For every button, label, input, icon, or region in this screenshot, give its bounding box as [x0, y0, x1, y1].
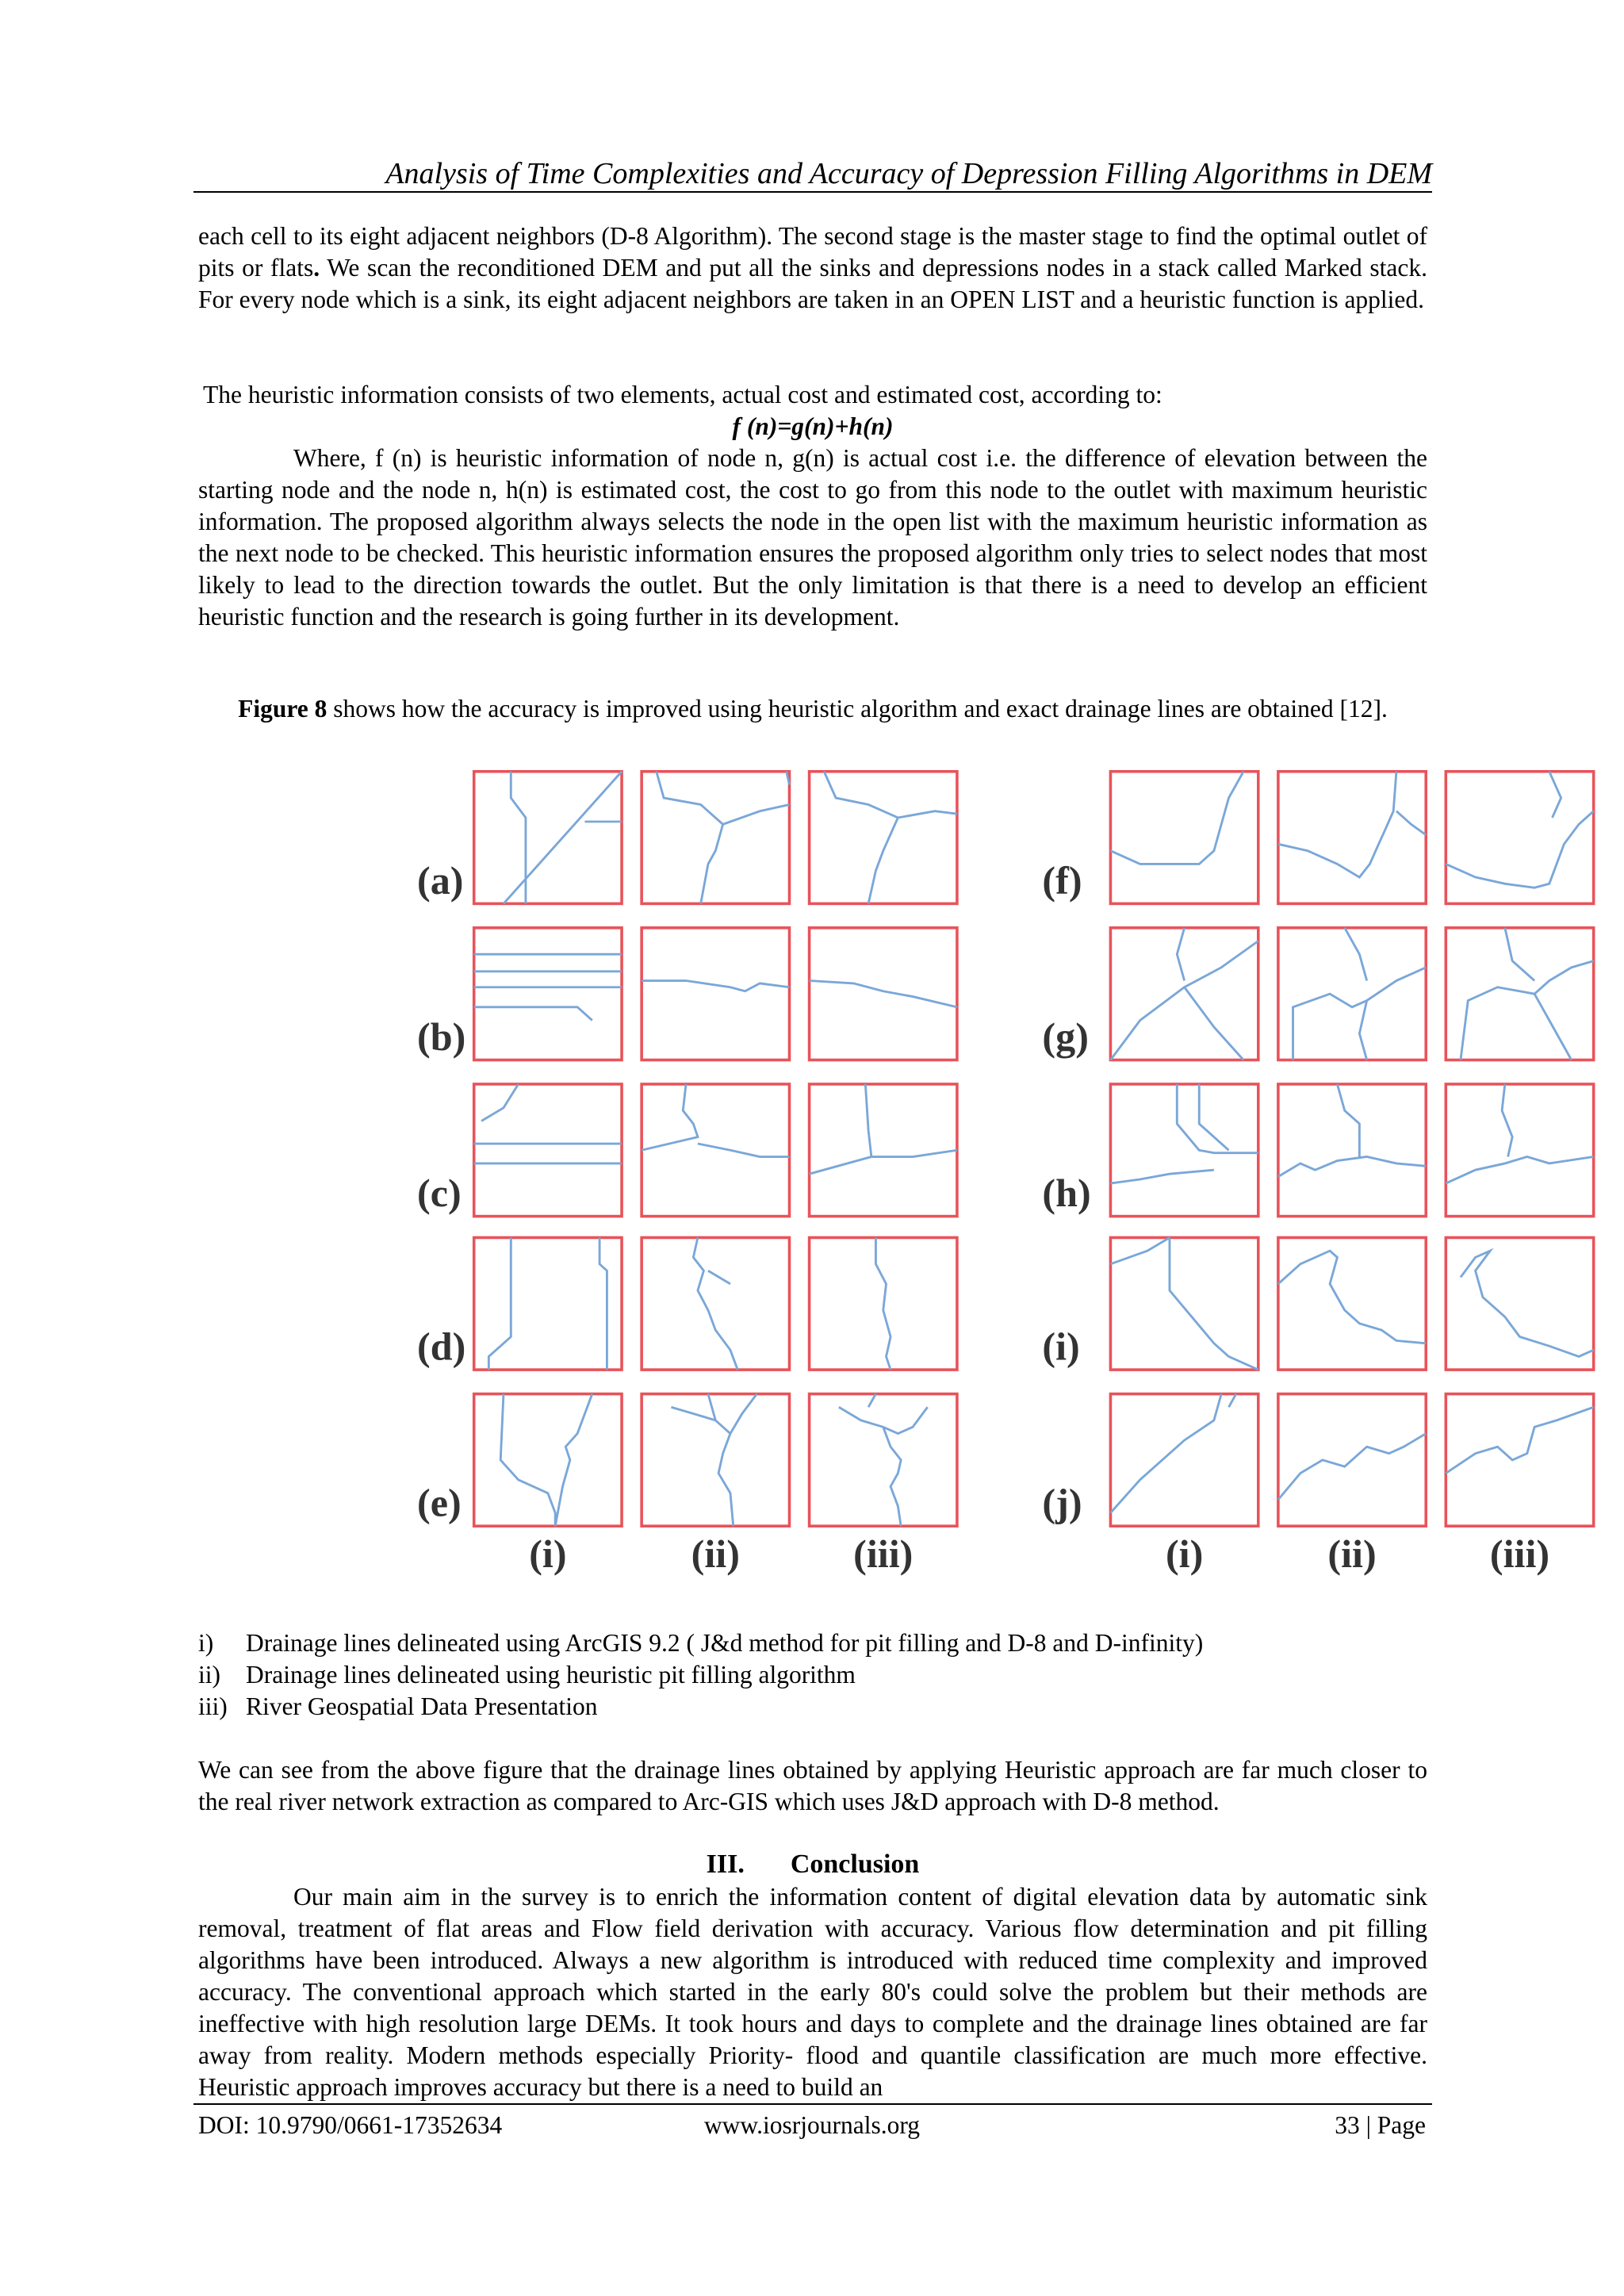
drainage-panel	[1110, 1394, 1258, 1527]
legend-text: Drainage lines delineated using ArcGIS 9.2 ( J&d method for pit filling and D-8 and D-infinity)	[246, 1629, 1204, 1657]
row-label: (g)	[1042, 1014, 1089, 1059]
column-label: (iii)	[853, 1531, 914, 1577]
column-label: (ii)	[691, 1531, 740, 1577]
figure-reference-label: Figure 8	[238, 695, 327, 723]
panel-frame	[474, 1084, 622, 1217]
drainage-panel	[810, 928, 957, 1060]
drainage-panel	[642, 1394, 789, 1527]
drainage-panel	[1278, 1237, 1426, 1370]
panel-frame	[810, 1084, 957, 1217]
column-label: (i)	[1165, 1531, 1204, 1577]
drainage-panel	[810, 1084, 957, 1217]
column-label: (i)	[529, 1531, 567, 1577]
drainage-panel	[1110, 1084, 1258, 1217]
drainage-panel	[642, 1237, 789, 1370]
paragraph-stages	[198, 220, 1427, 316]
footer-page-number: 33 | Page	[1335, 2111, 1426, 2139]
panel-frame	[1110, 1394, 1258, 1527]
legend-number: iii)	[198, 1692, 228, 1720]
panel-frame	[1446, 1237, 1593, 1370]
row-label: (b)	[417, 1014, 466, 1059]
drainage-panel	[1278, 928, 1426, 1060]
panel-frame	[474, 928, 622, 1060]
drainage-panel	[1446, 1237, 1593, 1370]
panel-frame	[474, 772, 622, 904]
row-label: (h)	[1042, 1171, 1091, 1216]
panel-frame	[810, 772, 957, 904]
row-label: (e)	[417, 1480, 462, 1525]
panel-frame	[1446, 772, 1593, 904]
legend-number: ii)	[198, 1661, 220, 1688]
figure-reference-text: shows how the accuracy is improved using heuristic algorithm and exact drainage lines are obtained [12].	[327, 695, 1388, 723]
panel-frame	[642, 1237, 789, 1370]
column-label: (iii)	[1489, 1531, 1550, 1577]
drainage-panel	[1446, 772, 1593, 904]
figure-legend	[198, 1627, 1427, 1723]
row-label: (a)	[417, 857, 464, 903]
legend-item	[198, 1659, 1427, 1691]
paragraph-stages-part2: We scan the reconditioned DEM and put all the sinks and depressions nodes in a stack called Marked stack. For every node which is a sink, its eight adjacent neighbors are taken in an OPEN LIST and a heuristic function is applied.	[198, 254, 1427, 313]
row-label: (i)	[1042, 1324, 1080, 1369]
panel-frame	[642, 772, 789, 904]
paragraph-conclusion: Our main aim in the survey is to enrich the information content of digital elevation data by automatic sink removal, treatment of flat areas and Flow field derivation with accuracy. Various flow determination and pit filling algorithms have been introduced. Always a new algorithm is introduced with reduced time complexity and improved accuracy. The conventional approach which started in the early 80's could solve the problem but their methods are ineffective with high resolution large DEMs. It took hours and days to complete and the drainage lines obtained are far away from reality. Modern methods especially Priority- flood and quantile classification are much more effective. Heuristic approach improves accuracy but there is a need to build an	[198, 1883, 1427, 2101]
drainage-panel	[1278, 1084, 1426, 1217]
panel-frame	[642, 1394, 789, 1527]
panel-frame	[1110, 772, 1258, 904]
panel-frame	[1110, 928, 1258, 1060]
panel-frame	[1278, 1084, 1426, 1217]
drainage-panel	[810, 772, 957, 904]
footer	[198, 2110, 1426, 2141]
legend-item	[198, 1691, 1427, 1723]
paragraph-comparison: We can see from the above figure that the drainage lines obtained by applying Heuristic approach are far much closer to the real river network extraction as compared to Arc-GIS which uses J&D approach with D-8 method.	[198, 1756, 1427, 1815]
drainage-panel	[810, 1237, 957, 1370]
panel-frame	[1110, 1084, 1258, 1217]
drainage-panel	[1110, 772, 1258, 904]
drainage-panel	[474, 1237, 622, 1370]
panel-frame	[1278, 928, 1426, 1060]
paragraph-stages-part1: each cell to its eight adjacent neighbors (D-8 Algorithm). The second stage is the master stage to find the optimal outlet of pits or flats	[198, 222, 1427, 282]
panel-frame	[810, 928, 957, 1060]
figure-reference	[198, 693, 1427, 725]
drainage-panel	[1446, 1084, 1593, 1217]
drainage-panel	[642, 928, 789, 1060]
drainage-panel	[1278, 772, 1426, 904]
footer-rule	[193, 2103, 1432, 2105]
panel-frame	[1446, 1084, 1593, 1217]
paragraph-stages-period: .	[313, 254, 320, 282]
section-title: Conclusion	[790, 1849, 920, 1879]
drainage-panel	[1110, 928, 1258, 1060]
formula: f (n)=g(n)+h(n)	[732, 412, 894, 440]
running-header: Analysis of Time Complexities and Accuracy of Depression Filling Algorithms in DEM	[385, 157, 1432, 190]
legend-number: i)	[198, 1629, 214, 1657]
panel-frame	[810, 1394, 957, 1527]
panel-frame	[1446, 928, 1593, 1060]
footer-doi: DOI: 10.9790/0661-17352634	[198, 2111, 503, 2139]
header-rule	[193, 191, 1432, 193]
paragraph-heuristic-intro: The heuristic information consists of two elements, actual cost and estimated cost, according to:	[203, 381, 1162, 408]
drainage-panel	[642, 1084, 789, 1217]
row-label: (f)	[1042, 857, 1082, 903]
legend-text: Drainage lines delineated using heuristic pit filling algorithm	[246, 1661, 856, 1688]
drainage-panel	[642, 772, 789, 904]
panel-frame	[1110, 1237, 1258, 1370]
drainage-panel	[474, 772, 622, 904]
drainage-panel	[1110, 1237, 1258, 1370]
row-label: (j)	[1042, 1480, 1082, 1525]
drainage-panel	[474, 1084, 622, 1217]
panel-frame	[1278, 772, 1426, 904]
drainage-panel	[474, 928, 622, 1060]
paragraph-heuristic-detail: Where, f (n) is heuristic information of node n, g(n) is actual cost i.e. the difference of elevation between the starting node and the node n, h(n) is estimated cost, the cost to go from this node to the outlet with maximum heuristic information. The proposed algorithm always selects the node in the open list with the maximum heuristic information as the next node to be checked. This heuristic information ensures the proposed algorithm only tries to select nodes that most likely to lead to the direction towards the outlet. But the only limitation is that there is a need to develop an efficient heuristic function and the research is going further in its development.	[198, 444, 1427, 631]
column-label: (ii)	[1327, 1531, 1377, 1577]
legend-text: River Geospatial Data Presentation	[246, 1692, 598, 1720]
drainage-panel	[1446, 928, 1593, 1060]
section-heading	[198, 1848, 1427, 1881]
drainage-figure	[238, 763, 1550, 1596]
drainage-panel	[474, 1394, 622, 1527]
panel-frame	[1278, 1237, 1426, 1370]
panel-frame	[1446, 1394, 1593, 1527]
legend-item	[198, 1627, 1427, 1659]
panel-frame	[642, 928, 789, 1060]
row-label: (c)	[417, 1171, 462, 1216]
section-number: III.	[706, 1849, 745, 1879]
row-label: (d)	[417, 1324, 466, 1369]
panel-frame	[642, 1084, 789, 1217]
drainage-panel	[1446, 1394, 1593, 1527]
panel-frame	[474, 1394, 622, 1527]
figure-8	[238, 763, 1550, 1596]
footer-site: www.iosrjournals.org	[703, 2111, 921, 2139]
drainage-panel	[1278, 1394, 1426, 1527]
drainage-panel	[810, 1394, 957, 1527]
